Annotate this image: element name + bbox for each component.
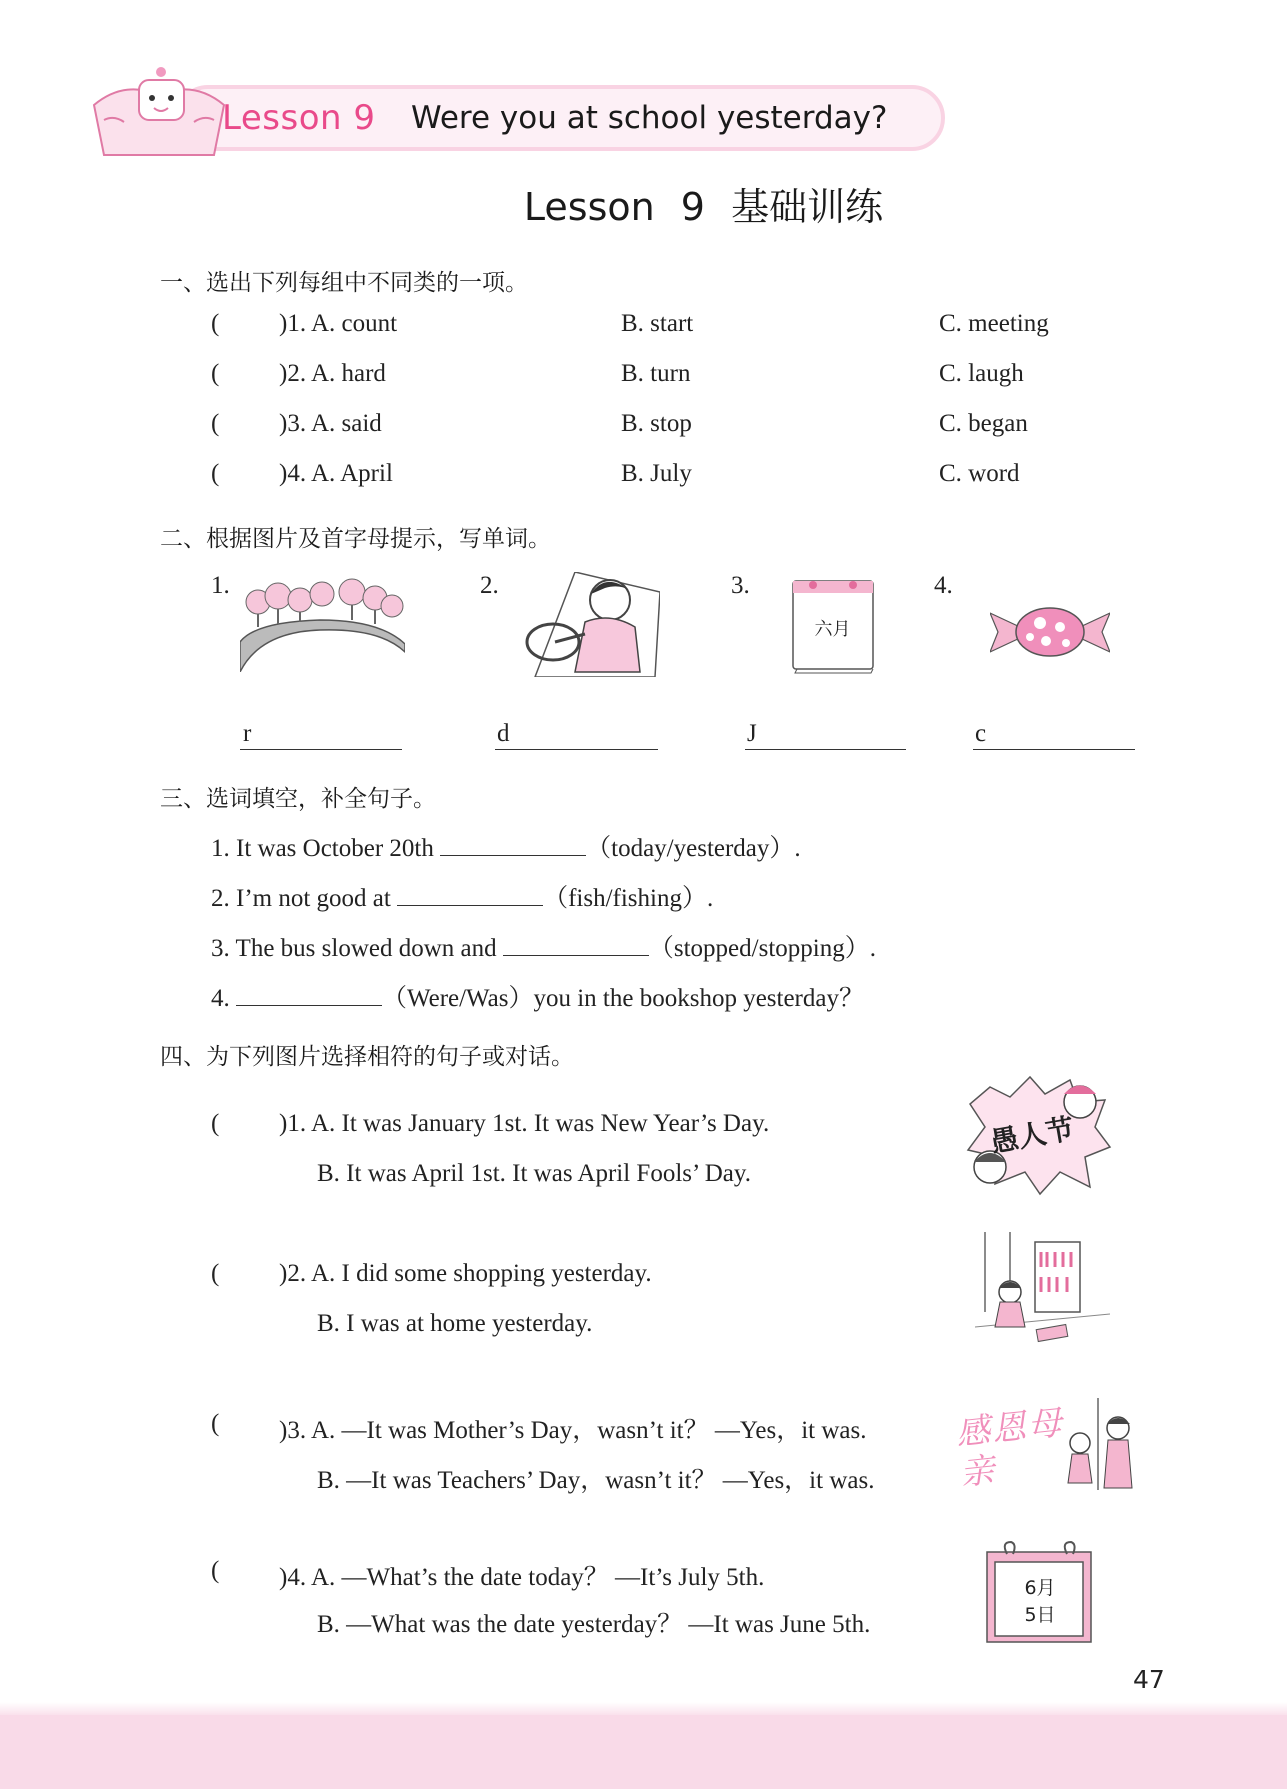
date-month-text: 6月: [1024, 1577, 1056, 1599]
mothers-day-icon: [950, 1398, 1135, 1503]
calendar-icon: [785, 575, 880, 675]
mascot-icon: [84, 60, 234, 160]
answer-paren: (: [211, 410, 220, 437]
s4-q2-b: B. I was at home yesterday.: [317, 1310, 593, 1337]
s4-q3-b: B. —It was Teachers’ Day，wasn’t it？ —Yes，it was.: [317, 1467, 875, 1494]
answer-paren: (: [211, 1110, 220, 1137]
s3-q1-post: （today/yesterday）.: [586, 835, 801, 862]
date-calendar-icon: [985, 1540, 1095, 1645]
s1-q1-c: C. meeting: [939, 310, 1049, 337]
s3-q3-blank[interactable]: [503, 933, 649, 956]
road-trees-icon: [240, 572, 405, 672]
s2-num-3: 3.: [731, 572, 750, 599]
s1-q2-a: )2. A. hard: [279, 360, 386, 387]
section2-heading: 二、根据图片及首字母提示，写单词。: [160, 526, 551, 552]
s4-q4-b: B. —What was the date yesterday？ —It was June 5th.: [317, 1611, 871, 1638]
s3-q2-pre: 2. I’m not good at: [211, 885, 391, 912]
s2-letter-3: J: [747, 720, 757, 747]
section1-heading: 一、选出下列每组中不同类的一项。: [160, 270, 528, 296]
s2-answer-line-4[interactable]: [973, 748, 1135, 750]
girl-at-home-icon: [975, 1232, 1110, 1352]
april-fools-icon: [960, 1072, 1115, 1197]
s2-letter-4: c: [975, 720, 987, 747]
s3-q1: [211, 828, 801, 864]
s3-q3-post: （stopped/stopping）.: [648, 935, 876, 962]
s2-answer-line-1[interactable]: [240, 748, 402, 750]
s2-answer-line-2[interactable]: [495, 748, 658, 750]
s2-num-2: 2.: [480, 572, 499, 599]
s3-q3-pre: 3. The bus slowed down and: [211, 935, 497, 962]
s1-q3-c: C. began: [939, 410, 1028, 437]
s1-q1-b: B. start: [621, 310, 694, 337]
s3-q4-pre: 4.: [211, 985, 230, 1012]
s3-q1-pre: 1. It was October 20th: [211, 835, 434, 862]
s3-q3: [211, 928, 876, 964]
s4-q3-a: )3. A. —It was Mother’s Day，wasn’t it？ —Yes，it was.: [279, 1417, 867, 1444]
answer-paren: (: [211, 1557, 220, 1584]
banner-title: Were you at school yesterday?: [411, 100, 888, 136]
s1-q1-a: )1. A. count: [279, 310, 398, 337]
s2-letter-2: d: [497, 720, 510, 747]
s1-q2-c: C. laugh: [939, 360, 1024, 387]
s3-q2: [211, 878, 713, 914]
s3-q4: [211, 978, 864, 1014]
s2-letter-1: r: [243, 720, 252, 747]
answer-paren: (: [211, 1410, 220, 1437]
s4-q2-a: )2. A. I did some shopping yesterday.: [279, 1260, 652, 1287]
answer-paren: (: [211, 360, 220, 387]
footer-band: [0, 1715, 1287, 1789]
page-title: Lesson 9 基础训练: [523, 185, 884, 229]
s1-q3-b: B. stop: [621, 410, 692, 437]
april-fools-text: 愚人节: [988, 1111, 1077, 1160]
date-day-text: 5日: [1024, 1604, 1056, 1626]
s4-q1-a: )1. A. It was January 1st. It was New Year’s Day.: [279, 1110, 770, 1137]
driver-icon: [515, 572, 660, 677]
s3-q2-post: （fish/fishing）.: [543, 885, 714, 912]
s2-num-4: 4.: [934, 572, 953, 599]
s2-num-1: 1.: [211, 572, 230, 599]
s2-answer-line-3[interactable]: [745, 748, 906, 750]
mothers-day-text: 感恩母亲: [954, 1402, 1066, 1494]
s1-q3-a: )3. A. said: [279, 410, 382, 437]
s3-q4-blank[interactable]: [236, 983, 382, 1006]
s3-q4-post: （Were/Was）you in the bookshop yesterday？: [382, 985, 864, 1012]
s1-q4-c: C. word: [939, 460, 1020, 487]
candy-icon: [990, 605, 1110, 660]
answer-paren: (: [211, 1260, 220, 1287]
answer-paren: (: [211, 460, 220, 487]
s1-q2-b: B. turn: [621, 360, 691, 387]
s3-q1-blank[interactable]: [440, 833, 586, 856]
calendar-month-text: 六月: [814, 619, 851, 640]
section3-heading: 三、选词填空，补全句子。: [160, 786, 436, 812]
answer-paren: (: [211, 310, 220, 337]
banner-lesson-label: Lesson 9: [222, 98, 376, 138]
section4-heading: 四、为下列图片选择相符的句子或对话。: [160, 1044, 574, 1070]
page-number: 47: [1133, 1665, 1165, 1694]
s4-q1-b: B. It was April 1st. It was April Fools’ Day.: [317, 1160, 752, 1187]
s1-q4-a: )4. A. April: [279, 460, 393, 487]
s4-q4-a: )4. A. —What’s the date today？ —It’s July 5th.: [279, 1564, 765, 1591]
s3-q2-blank[interactable]: [397, 883, 543, 906]
s1-q4-b: B. July: [621, 460, 692, 487]
